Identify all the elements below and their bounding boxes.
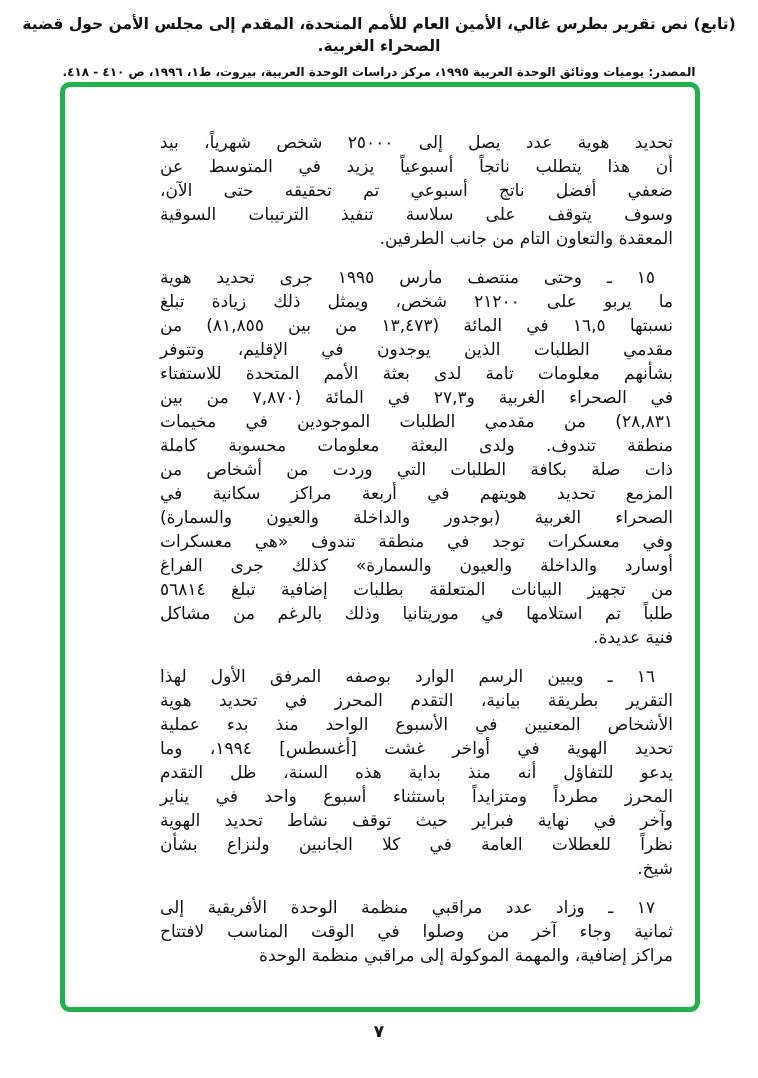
text-line: في الصحراء الغربية و٢٧,٣ في المائة (٧,٨٧٠ من بين <box>160 388 673 408</box>
text-line: ضعفي أفضل ناتج أسبوعي تم تحقيقه حتى الآن، <box>160 181 673 201</box>
text-line: طلباً تم استلامها في موريتانيا وذلك بالرغم من مشاكل <box>160 604 673 624</box>
text-line: التقرير بطريقة بيانية، التقدم المحرز في تحديد هوية <box>160 691 673 711</box>
text-line: نظراً للعطلات العامة في كلا الجانبين ولنزاع بشأن <box>160 835 673 855</box>
text-line: ثمانية وجاء آخر من وصلوا في الوقت المناسب لافتتاح <box>160 922 673 942</box>
text-line: من تجهيز البيانات المتعلقة بطلبات إضافية تبلغ ٥٦٨١٤ <box>160 580 673 600</box>
page-number: ٧ <box>373 1022 385 1042</box>
paragraph <box>160 266 673 650</box>
paragraph <box>160 896 673 968</box>
text-line: ١٦ ـ ويبين الرسم الوارد بوصفه المرفق الأول لهذا <box>160 667 655 687</box>
text-line: تحديد الهوية في أواخر غشت [أغسطس] ١٩٩٤، وما <box>160 739 674 759</box>
text-line: المعقدة والتعاون التام من جانب الطرفين. <box>379 229 673 249</box>
header-title: (تابع) نص تقرير بطرس غالي، الأمين العام للأمم المتحدة، المقدم إلى مجلس الأمن حول قضية الصحراء الغربية. <box>22 15 736 55</box>
text-line: ١٥ ـ وحتى منتصف مارس ١٩٩٥ جرى تحديد هوية <box>160 268 655 288</box>
text-line: تحديد هوية عدد يصل إلى ٢٥٠٠٠ شخص شهرياً، بيد <box>160 133 674 153</box>
text-line: شيخ. <box>637 859 673 879</box>
text-line: يدعو للتفاؤل أنه منذ بداية هذه السنة، ظل التقدم <box>160 763 673 783</box>
text-line: مراكز إضافية، والمهمة الموكولة إلى مراقبي منظمة الوحدة <box>259 946 673 966</box>
text-line: منطقة تندوف. ولدى البعثة معلومات محسوبة كاملة <box>160 436 673 456</box>
text-line: ذات صلة بكافة الطلبات التي وردت من أشخاص من <box>160 460 673 480</box>
text-line: مقدمي الطلبات الذين يوجدون في الإقليم، وتتوفر <box>160 340 673 360</box>
text-line: ما يربو على ٢١٢٠٠ شخص، ويمثل ذلك زيادة تبلغ <box>160 292 673 312</box>
paragraph <box>160 665 673 881</box>
text-line: ١٧ ـ وزاد عدد مراقبي منظمة الوحدة الأفريقية إلى <box>160 898 655 918</box>
paragraph <box>160 131 673 251</box>
text-line: وسوف يتوقف على سلاسة تنفيذ الترتيبات السوقية <box>160 205 673 225</box>
text-line: الأشخاص المعنيين في الأسبوع الواحد منذ بدء عملية <box>160 715 673 735</box>
text-line: الصحراء الغربية (بوجدور والداخلة والعيون والسمارة) <box>160 508 673 528</box>
text-line: فنية عديدة. <box>593 628 673 648</box>
text-line: أوسارد والداخلة والعيون والسمارة» كذلك جرى الفراغ <box>160 556 673 576</box>
document-body <box>160 131 673 983</box>
content-frame <box>60 82 700 1012</box>
text-line: وفي معسكرات توجد في منطقة تندوف «هي معسكرات <box>160 532 673 552</box>
text-line: وآخر في نهاية فبراير حيث توقف نشاط تحديد الهوية <box>160 811 673 831</box>
text-line: ٢٨,٨٣١) من مقدمي الطلبات الموجودين في مخيمات <box>160 412 673 432</box>
text-line: المزمع تحديد هويتهم في أربعة مراكز سكانية في <box>160 484 673 504</box>
text-line: أن هذا يتطلب ناتجاً أسبوعياً يزيد في المتوسط عن <box>160 157 673 177</box>
text-line: بشأنهم معلومات تامة لدى بعثة الأمم المتحدة للاستفتاء <box>160 364 673 384</box>
document-header <box>0 0 758 79</box>
text-line: المحرز مطرداً ومتزايداً باستثناء أسبوع واحد في يناير <box>160 787 673 807</box>
source-citation: المصدر: يوميات ووثائق الوحدة العربية ١٩٩٥، مركز دراسات الوحدة العربية، بيروت، ط١، ١٩٩٦، ص ٤١٠ - ٤١٨. <box>62 65 696 79</box>
text-line: نسبتها ١٦,٥ في المائة (١٣,٤٧٣ من بين ٨١,٨٥٥) من <box>160 316 673 336</box>
